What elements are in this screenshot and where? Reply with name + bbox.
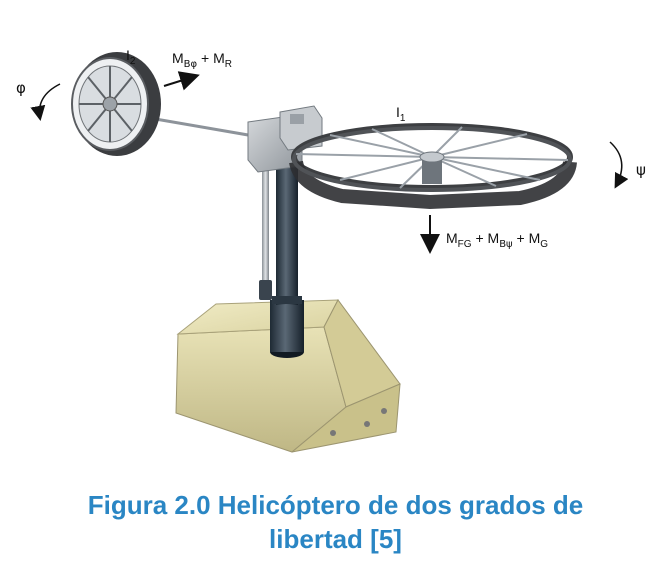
top-moment-label: $M_{B\varphi} + M_R$ xyxy=(172,50,232,70)
i1-label: $I_1$ xyxy=(396,104,406,124)
bottom-moment-label: $M_{FG} + M_{B\psi} + M_G$ xyxy=(446,230,549,250)
tail-rotor-i2 xyxy=(72,52,161,156)
top-moment-arrow xyxy=(164,76,196,86)
psi-rotation-arrow xyxy=(610,142,622,186)
psi-label: ψ xyxy=(636,161,646,179)
caption-line-1: Figura 2.0 Helicóptero de dos grados de xyxy=(87,490,584,520)
phi-rotation-arrow xyxy=(39,84,60,118)
base-screw xyxy=(364,421,370,427)
phi-label: φ xyxy=(16,79,26,97)
i2-label: $I_2$ xyxy=(126,47,136,67)
main-rotor-i1 xyxy=(294,126,570,202)
vertical-pole xyxy=(270,165,304,358)
base-screw xyxy=(381,408,387,414)
side-rod xyxy=(259,166,272,300)
base-screw xyxy=(330,430,336,436)
figure-caption xyxy=(0,488,671,556)
caption-line-2: libertad [5] xyxy=(269,524,402,554)
